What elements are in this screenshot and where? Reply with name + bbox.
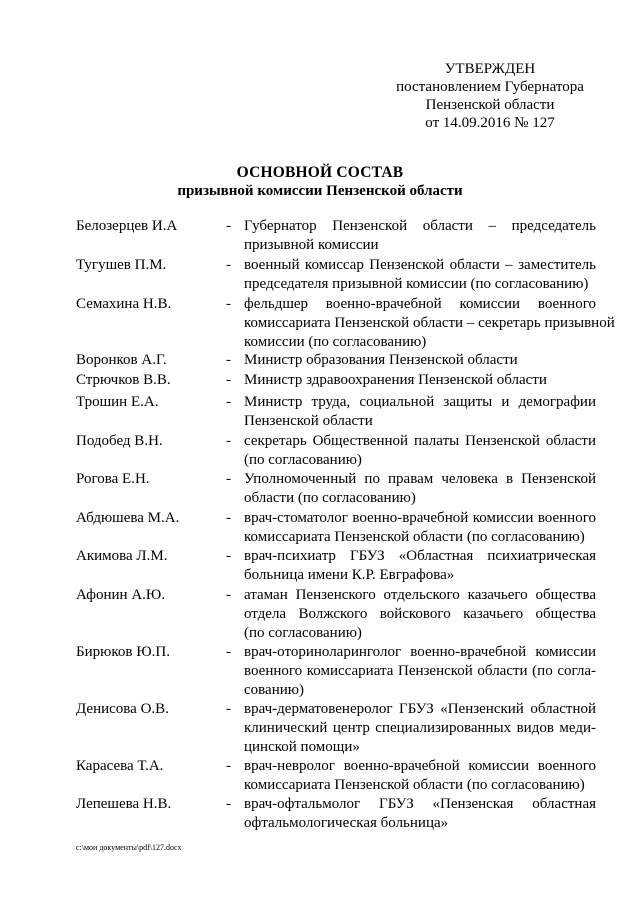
member-role-line: (по согласованию) xyxy=(244,625,362,641)
member-dash: - xyxy=(226,510,231,526)
member-dash: - xyxy=(226,644,231,660)
member-name: Воронков А.Г. xyxy=(76,352,167,368)
member-name: Афонин А.Ю. xyxy=(76,587,166,603)
member-role xyxy=(244,295,615,352)
member-role xyxy=(244,757,596,795)
approval-block xyxy=(370,60,610,132)
member-dash: - xyxy=(226,257,231,273)
member-role xyxy=(244,586,596,643)
member-role-line: клинический центр специализированных видов меди- xyxy=(244,720,596,736)
member-role xyxy=(244,217,596,255)
member-name: Рогова Е.Н. xyxy=(76,471,150,487)
member-role-line: врач-офтальмолог ГБУЗ «Пензенская областная xyxy=(244,796,596,812)
member-role-line: комиссариата Пензенской области (по согласованию) xyxy=(244,777,585,793)
member-role xyxy=(244,700,596,757)
member-dash: - xyxy=(226,548,231,564)
approval-decree: постановлением Губернатора xyxy=(396,79,584,95)
member-role-line: Пензенской области xyxy=(244,413,373,429)
member-role xyxy=(244,371,596,390)
document-title: ОСНОВНОЙ СОСТАВ xyxy=(236,164,404,181)
member-role-line: комиссариата Пензенской области (по согласованию) xyxy=(244,529,585,545)
member-name: Стрючков В.В. xyxy=(76,372,171,388)
member-role-line: сованию) xyxy=(244,682,304,698)
member-name: Трошин Е.А. xyxy=(76,394,159,410)
member-role-line: врач-стоматолог военно-врачебной комиссии военного xyxy=(244,510,596,526)
approval-region: Пензенской области xyxy=(425,97,555,113)
member-role-line: призывной комиссии xyxy=(244,237,379,253)
member-role xyxy=(244,351,596,370)
member-role-line: Уполномоченный по правам человека в Пензенской xyxy=(244,471,596,487)
member-role-line: Министр здравоохранения Пензенской области xyxy=(244,372,547,388)
member-dash: - xyxy=(226,796,231,812)
file-path-footer: c:\мои документы\pdf\127.docx xyxy=(76,843,182,852)
member-dash: - xyxy=(226,701,231,717)
member-role xyxy=(244,509,596,547)
member-name: Лепешева Н.В. xyxy=(76,796,172,812)
member-dash: - xyxy=(226,218,231,234)
member-dash: - xyxy=(226,352,231,368)
member-role-line: офтальмологическая больница» xyxy=(244,815,449,831)
member-role-line: Министр труда, социальной защиты и демографии xyxy=(244,394,596,410)
member-role-line: отдела Волжского войскового казачьего общества xyxy=(244,606,596,622)
member-dash: - xyxy=(226,758,231,774)
member-name: Бирюков Ю.П. xyxy=(76,644,170,660)
member-role-line: (по согласованию) xyxy=(244,452,362,468)
member-name: Подобед В.Н. xyxy=(76,433,163,449)
member-role-line: врач-дерматовенеролог ГБУЗ «Пензенский областной xyxy=(244,701,596,717)
member-role xyxy=(244,432,596,470)
member-role-line: комиссии (по согласованию) xyxy=(244,334,427,350)
member-dash: - xyxy=(226,587,231,603)
member-role-line: врач-оториноларинголог военно-врачебной комиссии xyxy=(244,644,596,660)
member-role-line: области (по согласованию) xyxy=(244,490,416,506)
member-role-line: атаман Пензенского отдельского казачьего общества xyxy=(244,587,596,603)
member-role xyxy=(244,256,596,294)
member-role xyxy=(244,547,596,585)
member-role xyxy=(244,795,596,833)
approval-heading: УТВЕРЖДЕН xyxy=(444,61,536,77)
member-role-line: секретарь Общественной палаты Пензенской области xyxy=(244,433,596,449)
member-name: Абдюшева М.А. xyxy=(76,510,180,526)
member-role-line: военный комиссар Пензенской области – заместитель xyxy=(244,257,596,273)
member-dash: - xyxy=(226,394,231,410)
member-role xyxy=(244,393,596,431)
member-name: Денисова О.В. xyxy=(76,701,169,717)
member-role-line: Министр образования Пензенской области xyxy=(244,352,518,368)
member-name: Белозерцев И.А xyxy=(76,218,178,234)
member-role-line: больница имени К.Р. Евграфова» xyxy=(244,567,455,583)
member-dash: - xyxy=(226,471,231,487)
member-role-line: комиссариата Пензенской области – секретарь призывной xyxy=(244,315,615,331)
member-role-line: врач-психиатр ГБУЗ «Областная психиатрическая xyxy=(244,548,596,564)
member-role-line: Губернатор Пензенской области – председатель xyxy=(244,218,596,234)
member-name: Акимова Л.М. xyxy=(76,548,168,564)
member-name: Тугушев П.М. xyxy=(76,257,167,273)
approval-date-number: от 14.09.2016 № 127 xyxy=(425,115,555,131)
document-subtitle: призывной комиссии Пензенской области xyxy=(177,183,463,199)
member-dash: - xyxy=(226,296,231,312)
member-dash: - xyxy=(226,433,231,449)
member-role xyxy=(244,470,596,508)
member-role-line: врач-невролог военно-врачебной комиссии военного xyxy=(244,758,596,774)
member-role xyxy=(244,643,596,700)
member-role-line: военного комиссариата Пензенской области (по согла- xyxy=(244,663,596,679)
member-name: Карасева Т.А. xyxy=(76,758,164,774)
member-dash: - xyxy=(226,372,231,388)
member-name: Семахина Н.В. xyxy=(76,296,172,312)
member-role-line: цинской помощи» xyxy=(244,739,360,755)
member-role-line: фельдшер военно-врачебной комиссии военного xyxy=(244,296,596,312)
member-role-line: председателя призывной комиссии (по согласованию) xyxy=(244,276,589,292)
